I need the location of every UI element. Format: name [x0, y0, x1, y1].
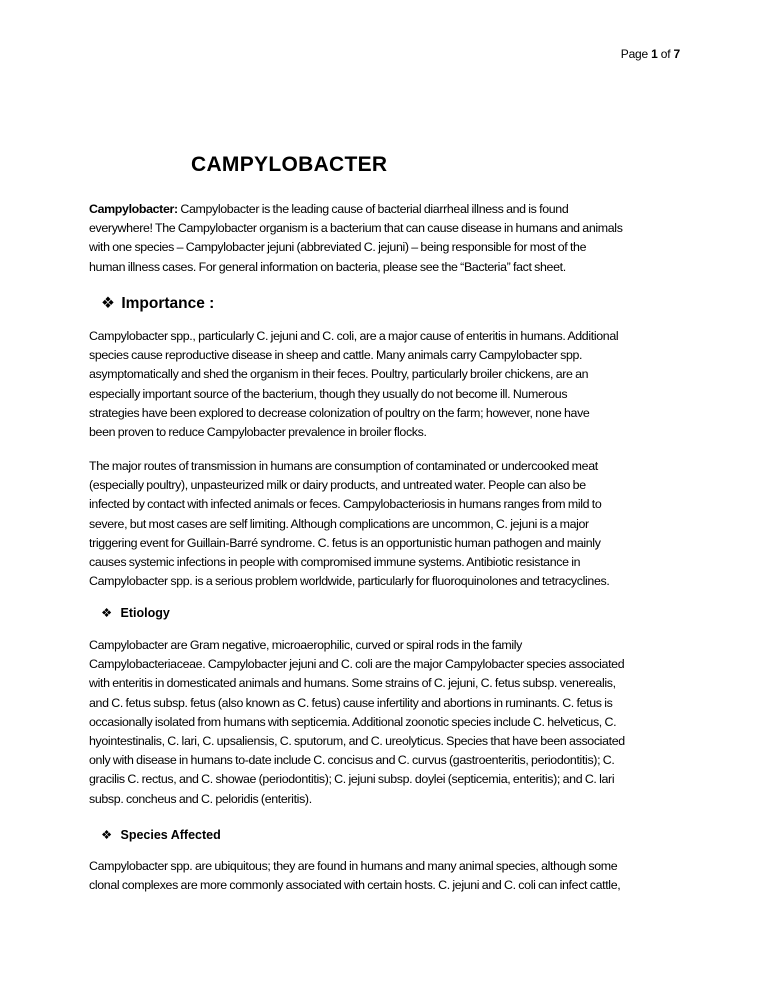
intro-line: Campylobacter: Campylobacter is the leading cause of bacterial diarrheal illness and is found	[89, 202, 569, 216]
page-label: Page	[620, 47, 648, 61]
page-number: 1	[651, 47, 658, 61]
diamond-bullet-icon: ❖	[101, 295, 115, 312]
text-line: Campylobacter are Gram negative, microaerophilic, curved or spiral rods in the family	[89, 638, 523, 652]
page-header	[621, 47, 680, 61]
diamond-bullet-icon: ❖	[101, 606, 113, 620]
text-line: hyointestinalis, C. lari, C. upsaliensis, C. sputorum, and C. ureolyticus. Species that have been associated	[89, 734, 625, 749]
intro-line: with one species – Campylobacter jejuni (abbreviated C. jejuni) – being responsible for most of the	[89, 240, 587, 255]
text-line: causes systemic infections in people with compromised immune systems. Antibiotic resistance in	[89, 555, 581, 570]
text-line: clonal complexes are more commonly associated with certain hosts. C. jejuni and C. coli can infect cattle,	[89, 878, 621, 893]
importance-paragraph-2	[89, 457, 679, 591]
text-line: with enteritis in domesticated animals and humans. Some strains of C. jejuni, C. fetus subsp. venerealis,	[89, 676, 616, 691]
section-heading-species-affected: ❖ Species Affected	[101, 828, 221, 842]
text-line: been proven to reduce Campylobacter prevalence in broiler flocks.	[89, 425, 427, 440]
text-line: triggering event for Guillain-Barré syndrome. C. fetus is an opportunistic human pathogen and mainly	[89, 535, 601, 550]
text-line: severe, but most cases are self limiting. Although complications are uncommon, C. jejuni is a major	[89, 516, 589, 531]
text-line: (especially poultry), unpasteurized milk or dairy products, and untreated water. People can also be	[89, 478, 586, 493]
etiology-paragraph	[89, 636, 679, 809]
importance-paragraph-1	[89, 327, 679, 442]
text-line: gracilis C. rectus, and C. showae (periodontitis); C. jejuni subsp. doylei (septicemia, enteritis); and C. lari	[89, 772, 615, 787]
text-line: infected by contact with infected animals or feces. Campylobacteriosis in humans ranges from mild to	[89, 497, 602, 512]
text-line: occasionally isolated from humans with septicemia. Additional zoonotic species include C. helveticus, C.	[89, 714, 617, 729]
text-line: Campylobacteriaceae. Campylobacter jejuni and C. coli are the major Campylobacter species associated	[89, 657, 625, 672]
page-of-label: of	[660, 47, 671, 61]
page-total: 7	[673, 47, 680, 61]
text-line: only with disease in humans to-date include C. concisus and C. curvus (gastroenteritis, periodontitis); C.	[89, 753, 615, 768]
intro-line: human illness cases. For general information on bacteria, please see the “Bacteria” fact sheet.	[89, 259, 566, 274]
document-title: CAMPYLOBACTER	[191, 153, 388, 176]
diamond-bullet-icon: ❖	[101, 828, 113, 842]
text-line: subsp. concheus and C. peloridis (enteritis).	[89, 791, 312, 806]
species-affected-paragraph	[89, 857, 679, 895]
text-line: asymptomatically and shed the organism in their feces. Poultry, particularly broiler chickens, are an	[89, 367, 589, 382]
text-line: especially important source of the bacterium, though they usually do not become ill. Numerous	[89, 386, 568, 401]
text-line: strategies have been explored to decrease colonization of poultry on the farm; however, none have	[89, 405, 590, 420]
text-line: Campylobacter spp. are ubiquitous; they are found in humans and many animal species, although some	[89, 859, 618, 873]
intro-line: everywhere! The Campylobacter organism is a bacterium that can cause disease in humans and animals	[89, 221, 623, 236]
text-line: and C. fetus subsp. fetus (also known as C. fetus) cause infertility and abortions in ruminants. C. fetus is	[89, 695, 613, 710]
intro-paragraph	[89, 200, 679, 277]
text-line: The major routes of transmission in humans are consumption of contaminated or undercooked meat	[89, 459, 598, 473]
section-heading-etiology: ❖ Etiology	[101, 606, 170, 620]
intro-lead: Campylobacter:	[89, 202, 178, 216]
text-line: species cause reproductive disease in sheep and cattle. Many animals carry Campylobacter spp.	[89, 348, 583, 363]
text-line: Campylobacter spp., particularly C. jejuni and C. coli, are a major cause of enteritis in humans. Additional	[89, 329, 619, 343]
section-heading-importance: ❖ Importance :	[101, 295, 215, 312]
text-line: Campylobacter spp. is a serious problem worldwide, particularly for fluoroquinolones and tetracyclines.	[89, 574, 610, 589]
